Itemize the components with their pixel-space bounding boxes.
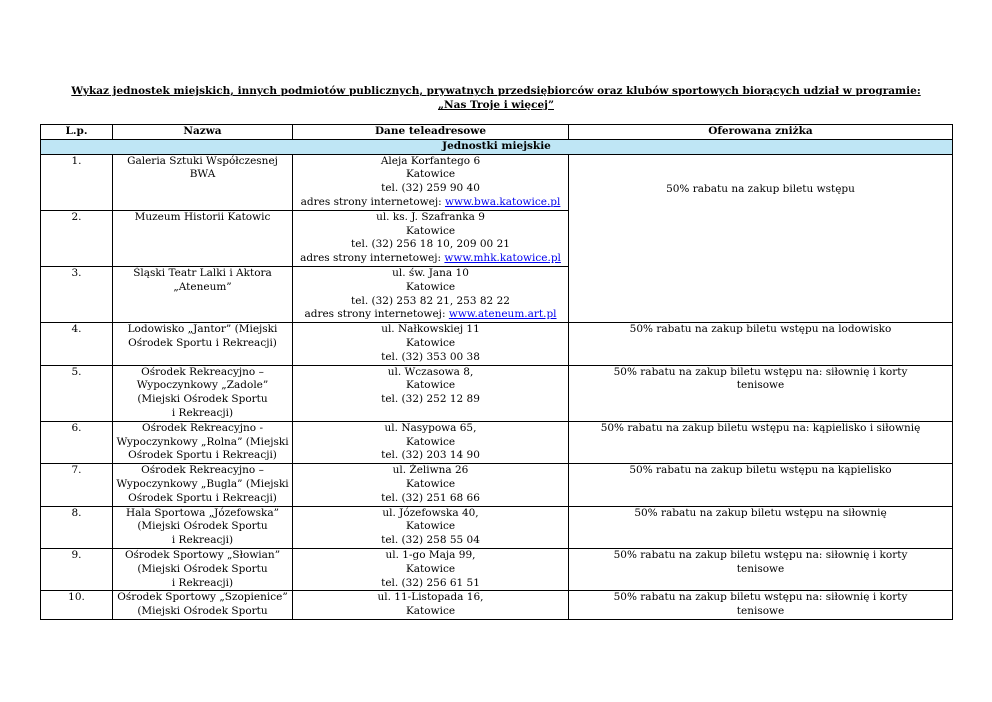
row-name — [113, 464, 293, 506]
contact-line: tel. (32) 256 18 10, 209 00 21 — [351, 238, 510, 251]
row-contact — [293, 323, 569, 365]
row-contact — [293, 210, 569, 266]
name-line: i Rekreacji) — [171, 576, 234, 589]
table-row — [41, 591, 953, 620]
title-line-1: Wykaz jednostek miejskich, innych podmiotów publicznych, prywatnych przedsiębiorców oraz klubów sportowych biorących udział w programie: — [71, 85, 921, 97]
row-discount — [569, 323, 953, 365]
discount-line: 50% rabatu na zakup biletu wstępu na lodowisko — [629, 323, 892, 336]
website-line — [295, 196, 566, 210]
contact-line: ul. św. Jana 10 — [392, 266, 469, 279]
name-line: Galeria Sztuki Współczesnej — [127, 154, 278, 167]
row-name — [113, 591, 293, 620]
table-row — [41, 365, 953, 421]
row-name — [113, 266, 293, 322]
name-line: Śląski Teatr Lalki i Aktora — [133, 266, 272, 279]
section-row — [41, 139, 953, 154]
row-number: 8. — [41, 506, 113, 548]
row-contact — [293, 421, 569, 463]
website-label: adres strony internetowej: — [300, 252, 445, 265]
row-number: 9. — [41, 548, 113, 590]
row-contact — [293, 266, 569, 322]
name-line: BWA — [189, 168, 216, 181]
name-line: „Ateneum” — [173, 280, 232, 293]
row-number: 1. — [41, 154, 113, 210]
contact-line: ul. Józefowska 40, — [382, 506, 479, 519]
name-line: Wypoczynkowy „Zadole” — [136, 379, 269, 392]
row-discount — [569, 464, 953, 506]
contact-line: tel. (32) 253 82 21, 253 82 22 — [351, 294, 510, 307]
table-row — [41, 548, 953, 590]
header-row — [41, 125, 953, 140]
document-title — [40, 84, 952, 112]
row-number: 10. — [41, 591, 113, 620]
table-row — [41, 323, 953, 365]
discount-line: 50% rabatu na zakup biletu wstępu na: kąpielisko i siłownię — [600, 421, 921, 434]
table-row — [41, 506, 953, 548]
name-line: (Miejski Ośrodek Sportu — [137, 520, 268, 533]
section-label: Jednostki miejskie — [41, 139, 953, 154]
name-line: Hala Sportowa „Józefowska” — [125, 506, 280, 519]
name-line: (Miejski Ośrodek Sportu — [137, 393, 268, 406]
name-line: i Rekreacji) — [171, 534, 234, 547]
contact-line: tel. (32) 203 14 90 — [381, 449, 480, 462]
discount-line: 50% rabatu na zakup biletu wstępu na kąpielisko — [629, 464, 892, 477]
row-discount — [569, 154, 953, 323]
name-line: Ośrodek Sportowy „Słowian” — [124, 548, 281, 561]
contact-line: Katowice — [405, 224, 456, 237]
contact-line: tel. (32) 259 90 40 — [381, 182, 480, 195]
name-line: Ośrodek Sportu i Rekreacji) — [128, 449, 277, 462]
row-contact — [293, 154, 569, 210]
table-body — [41, 139, 953, 619]
website-line — [295, 308, 566, 322]
name-line: Ośrodek Rekreacyjno – — [141, 464, 264, 477]
name-line: Lodowisko „Jantor” (Miejski — [127, 323, 278, 336]
row-name — [113, 421, 293, 463]
header-lp: L.p. — [41, 125, 113, 140]
website-label: adres strony internetowej: — [300, 195, 445, 208]
contact-line: tel. (32) 258 55 04 — [381, 534, 480, 547]
contact-line: tel. (32) 353 00 38 — [381, 350, 480, 363]
contact-line: ul. 11-Listopada 16, — [377, 591, 484, 604]
website-line — [295, 252, 566, 266]
table-row — [41, 421, 953, 463]
row-name — [113, 210, 293, 266]
row-contact — [293, 464, 569, 506]
row-number: 4. — [41, 323, 113, 365]
row-discount — [569, 506, 953, 548]
row-name — [113, 506, 293, 548]
discount-line: 50% rabatu na zakup biletu wstępu — [666, 182, 855, 195]
contact-line: Katowice — [405, 562, 456, 575]
row-discount — [569, 591, 953, 620]
name-line: (Miejski Ośrodek Sportu — [137, 562, 268, 575]
name-line: i Rekreacji) — [171, 406, 234, 419]
contact-line: Katowice — [405, 280, 456, 293]
row-contact — [293, 591, 569, 620]
contact-line: Katowice — [405, 168, 456, 181]
contact-line: ul. Żeliwna 26 — [392, 464, 469, 477]
row-name — [113, 323, 293, 365]
website-link[interactable]: www.bwa.katowice.pl — [444, 195, 561, 208]
contact-line: ul. 1-go Maja 99, — [385, 548, 476, 561]
discount-line: tenisowe — [736, 379, 785, 392]
contact-line: tel. (32) 251 68 66 — [381, 491, 480, 504]
contact-line: ul. ks. J. Szafranka 9 — [376, 210, 485, 223]
discount-line: 50% rabatu na zakup biletu wstępu na: siłownię i korty — [613, 365, 908, 378]
table-row — [41, 464, 953, 506]
discount-line: 50% rabatu na zakup biletu wstępu na siłownię — [634, 506, 887, 519]
header-discount: Oferowana zniżka — [569, 125, 953, 140]
row-discount — [569, 365, 953, 421]
title-line-2: „Nas Troje i więcej” — [438, 99, 554, 111]
discount-line: tenisowe — [736, 562, 785, 575]
contact-line: ul. Wczasowa 8, — [387, 365, 474, 378]
contact-line: tel. (32) 256 61 51 — [381, 576, 480, 589]
name-line: Ośrodek Sportowy „Szopienice” — [117, 591, 288, 604]
row-contact — [293, 365, 569, 421]
website-label: adres strony internetowej: — [304, 308, 449, 321]
row-number: 6. — [41, 421, 113, 463]
contact-line: ul. Nasypowa 65, — [384, 421, 477, 434]
website-link[interactable]: www.mhk.katowice.pl — [444, 252, 561, 265]
name-line: Ośrodek Rekreacyjno – — [141, 365, 264, 378]
name-line: Ośrodek Rekreacyjno - — [142, 421, 263, 434]
contact-line: Katowice — [405, 336, 456, 349]
name-line: Wypoczynkowy „Bugla” (Miejski — [116, 477, 289, 490]
row-contact — [293, 506, 569, 548]
row-number: 7. — [41, 464, 113, 506]
row-number: 5. — [41, 365, 113, 421]
name-line: Ośrodek Sportu i Rekreacji) — [128, 336, 277, 349]
contact-line: tel. (32) 252 12 89 — [381, 393, 480, 406]
contact-line: Katowice — [405, 605, 456, 618]
row-name — [113, 154, 293, 210]
contact-line: Katowice — [405, 435, 456, 448]
row-discount — [569, 421, 953, 463]
row-number: 2. — [41, 210, 113, 266]
name-line: Wypoczynkowy „Rolna” (Miejski — [116, 435, 289, 448]
contact-line: ul. Nałkowskiej 11 — [381, 323, 480, 336]
header-contact: Dane teleadresowe — [293, 125, 569, 140]
row-name — [113, 365, 293, 421]
table-row — [41, 154, 953, 210]
discount-line: 50% rabatu na zakup biletu wstępu na: siłownię i korty — [613, 591, 908, 604]
row-number: 3. — [41, 266, 113, 322]
row-name — [113, 548, 293, 590]
name-line: Ośrodek Sportu i Rekreacji) — [128, 491, 277, 504]
contact-line: Katowice — [405, 379, 456, 392]
row-discount — [569, 548, 953, 590]
contact-line: Katowice — [405, 520, 456, 533]
participants-table — [40, 124, 953, 620]
header-name: Nazwa — [113, 125, 293, 140]
contact-line: Katowice — [405, 477, 456, 490]
discount-line: tenisowe — [736, 605, 785, 618]
name-line: Muzeum Historii Katowic — [134, 210, 271, 223]
website-link[interactable]: www.ateneum.art.pl — [448, 308, 557, 321]
row-contact — [293, 548, 569, 590]
name-line: (Miejski Ośrodek Sportu — [137, 605, 268, 618]
discount-line: 50% rabatu na zakup biletu wstępu na: siłownię i korty — [613, 548, 908, 561]
contact-line: Aleja Korfantego 6 — [380, 154, 481, 167]
